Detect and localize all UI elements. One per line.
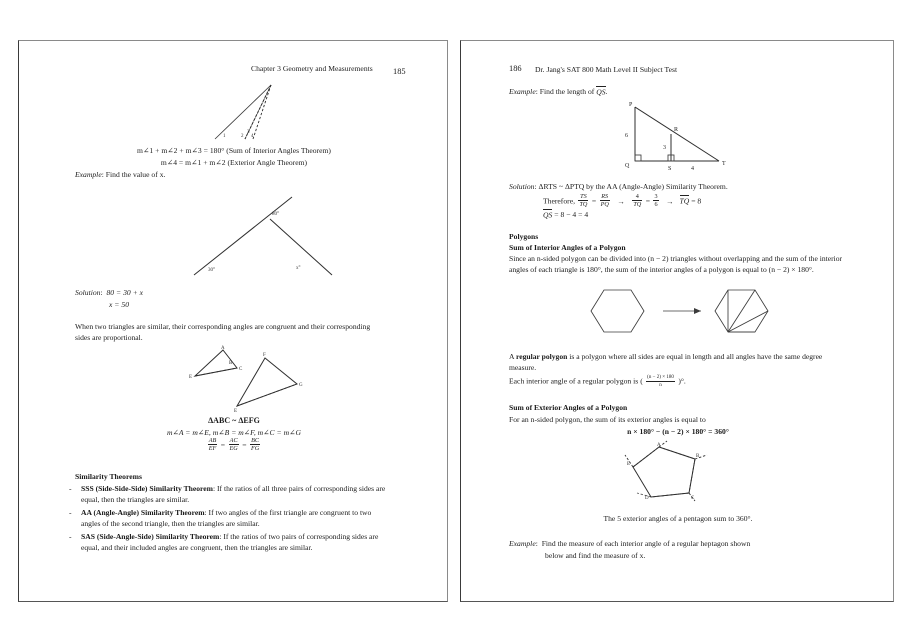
solution-2-line1: ΔRTS ~ ΔPTQ by the AA (Angle-Angle) Similarity Theorem. [538, 182, 728, 191]
arrow-1-icon: → [617, 196, 625, 206]
pentagon-caption: The 5 exterior angles of a pentagon sum to 360°. [603, 514, 753, 523]
svg-text:A: A [221, 346, 225, 351]
svg-text:E: E [189, 375, 193, 380]
ratio-bc-fg: $\frac{BC}{FG}$ [250, 437, 260, 453]
segment-qs: QS [596, 87, 606, 96]
solution-2-final [543, 209, 588, 220]
vertex-q: Q [625, 163, 630, 169]
svg-text:B: B [696, 454, 700, 459]
svg-text:4: 4 [251, 134, 254, 139]
example-1-text: Find the value of x. [105, 170, 166, 179]
theorem-name-aa: AA (Angle-Angle) Similarity Theorem [81, 507, 205, 517]
svg-text:E: E [234, 409, 238, 414]
example-3-label: Example [509, 539, 536, 548]
example-3-line1: Find the measure of each interior angle of a regular heptagon shown [541, 539, 751, 548]
ratio-ac-eg: $\frac{AC}{EG}$ [229, 437, 238, 453]
svg-text:1: 1 [223, 134, 226, 139]
svg-text:A: A [657, 443, 661, 448]
interior-angle-fraction: $\frac{(n - 2) \times 180}{n}$ [647, 375, 674, 389]
similar-triangles-paragraph: When two triangles are similar, their corresponding angles are congruent and their corresponding sides are proportional. [75, 322, 371, 343]
svg-text:2: 2 [241, 134, 244, 139]
side-ratio-equation: $\frac{AB}{EF}$ = $\frac{AC}{EG}$ = $\frac{BC}{FG}$ [208, 437, 260, 453]
example-1: Example: Find the value of x. [75, 170, 166, 179]
svg-text:3: 3 [247, 130, 250, 135]
qs-value: = 8 − 4 = 4 [552, 210, 589, 219]
list-item [67, 483, 387, 506]
theorem-text-sss: : If the ratios of all three pairs of corresponding sides are equal, then the triangles are similar. [81, 484, 386, 505]
exterior-angles-formula: n × 180° − (n − 2) × 180° = 360° [627, 427, 729, 436]
svg-text:F: F [263, 353, 266, 358]
segment-qs-final: QS [543, 210, 553, 219]
frac-ts-tq: $\frac{TS}{TQ}$ [579, 193, 588, 209]
sum-exterior-subheading: Sum of Exterior Angles of a Polygon [509, 403, 628, 412]
polygons-heading: Polygons [509, 232, 539, 241]
frac-4-tq: $\frac{4}{TQ}$ [633, 193, 642, 209]
svg-text:B: B [229, 361, 233, 366]
tq-value: = 8 [689, 196, 702, 206]
list-bullet: - [69, 531, 72, 541]
regular-suffix: is a polygon where all sides are equal in length and all angles have the same degree measure. [509, 352, 823, 373]
right-page-number: 186 [509, 64, 522, 73]
angle-x-diagram [184, 191, 364, 281]
interior-angle-formula-lead: Each interior angle of a regular polygon is ( [509, 376, 643, 386]
right-running-head: Dr. Jang's SAT 800 Math Level II Subject Test [535, 65, 678, 74]
interior-angle-formula-tail: )°. [678, 376, 686, 386]
regular-polygon-term: regular polygon [515, 352, 568, 361]
svg-text:C: C [239, 367, 243, 372]
svg-text:D: D [645, 496, 649, 501]
exterior-angles-paragraph: For an n-sided polygon, the sum of its exterior angles is equal to [509, 415, 706, 424]
left-page [18, 40, 448, 602]
therefore-label: Therefore, [543, 196, 576, 206]
left-running-head: Chapter 3 Geometry and Measurements [251, 64, 373, 73]
solution-1-line1: 80 = 30 + x [106, 288, 144, 297]
regular-polygon-paragraph [509, 351, 845, 374]
interior-angles-paragraph: Since an n-sided polygon can be divided into (n − 2) triangles without overlapping and the sum of the interior angles of each triangle is 180°, the sum of the interior angles of a polygon is equal to (n − 2) × 180°. [509, 254, 843, 275]
interior-angle-formula-row [509, 374, 686, 390]
solution-1-label: Solution [75, 288, 101, 297]
pentagon-exterior-angles-figure [611, 441, 731, 505]
frac-3-6: $\frac{3}{6}$ [654, 193, 658, 209]
example-2-period: . [605, 87, 608, 96]
ratio-ab-ef: $\frac{AB}{EF}$ [208, 437, 217, 453]
similarity-theorems-list [67, 483, 387, 553]
theorem-text-sas: : If the ratios of two pairs of corresponding sides are equal, and their included angles are congruent, then the triangles are similar. [81, 531, 379, 553]
angle-80-label: 80° [272, 212, 279, 217]
interior-exterior-angle-figure [209, 81, 299, 143]
segment-tq: TQ [679, 196, 690, 206]
sum-interior-angles-theorem: m∠1 + m∠2 + m∠3 = 180° (Sum of Interior Angles Theorem) [137, 146, 331, 155]
example-1-label: Example [75, 170, 102, 179]
exterior-angle-theorem: m∠4 = m∠1 + m∠2 (Exterior Angle Theorem) [160, 158, 308, 167]
length-3: 3 [663, 145, 666, 151]
solution-1-line2: x = 50 [109, 300, 130, 309]
svg-text:E: E [627, 462, 631, 467]
sum-interior-subheading: Sum of Interior Angles of a Polygon [509, 243, 626, 252]
example-3-line2: below and find the measure of x. [545, 551, 646, 560]
example-3: Example: Find the measure of each interior angle of a regular heptagon shown [509, 539, 751, 548]
example-2-text: Find the length of [539, 87, 597, 96]
hexagon-triangulation-figure [581, 284, 781, 338]
triangle-pqt-figure [619, 99, 749, 171]
vertex-s: S [668, 166, 672, 172]
right-page [460, 40, 894, 602]
angle-equalities: m∠A = m∠E, m∠B = m∠F, m∠C = m∠G [166, 428, 302, 437]
list-bullet: - [69, 484, 72, 493]
theorem-text-aa: : If two angles of the first triangle are congruent to two angles of the second triangle, then the triangles are similar. [81, 507, 372, 529]
similar-triangles-figure [179, 346, 349, 414]
list-item [67, 531, 387, 554]
solution-2-proportion: Therefore, $\frac{TS}{TQ}$ = $\frac{RS}{PQ}$ → $\frac{4}{TQ}$ = $\frac{3}{6}$ → TQ = 8 [543, 193, 702, 209]
solution-2-label: Solution [509, 182, 535, 191]
regular-prefix: A [509, 352, 516, 361]
arrow-2-icon: → [665, 196, 674, 206]
list-item [67, 507, 387, 530]
length-6: 6 [625, 133, 628, 139]
angle-30-label: 30° [208, 268, 215, 273]
theorem-name-sas: SAS (Side-Angle-Side) Similarity Theorem [81, 531, 220, 541]
list-bullet: - [69, 507, 72, 517]
example-2-label: Example [509, 87, 536, 96]
left-page-number: 185 [393, 67, 406, 76]
length-4: 4 [691, 166, 694, 172]
solution-1: Solution: 80 = 30 + x [75, 288, 144, 297]
theorem-name-sss: SSS (Side-Side-Side) Similarity Theorem [81, 484, 213, 493]
similarity-theorems-heading: Similarity Theorems [75, 472, 142, 481]
svg-text:G: G [299, 383, 303, 388]
vertex-p: P [629, 102, 633, 108]
similarity-statement: ΔABC ~ ΔEFG [208, 416, 260, 425]
svg-text:C: C [691, 496, 695, 501]
vertex-r: R [674, 127, 679, 133]
solution-2-line1-row: Solution: ΔRTS ~ ΔPTQ by the AA (Angle-Angle) Similarity Theorem. [509, 182, 728, 191]
example-2: Example: Find the length of QS. [509, 87, 608, 96]
angle-x-label: x° [296, 266, 301, 271]
vertex-t: T [722, 161, 726, 167]
frac-rs-pq: $\frac{RS}{PQ}$ [600, 193, 609, 209]
